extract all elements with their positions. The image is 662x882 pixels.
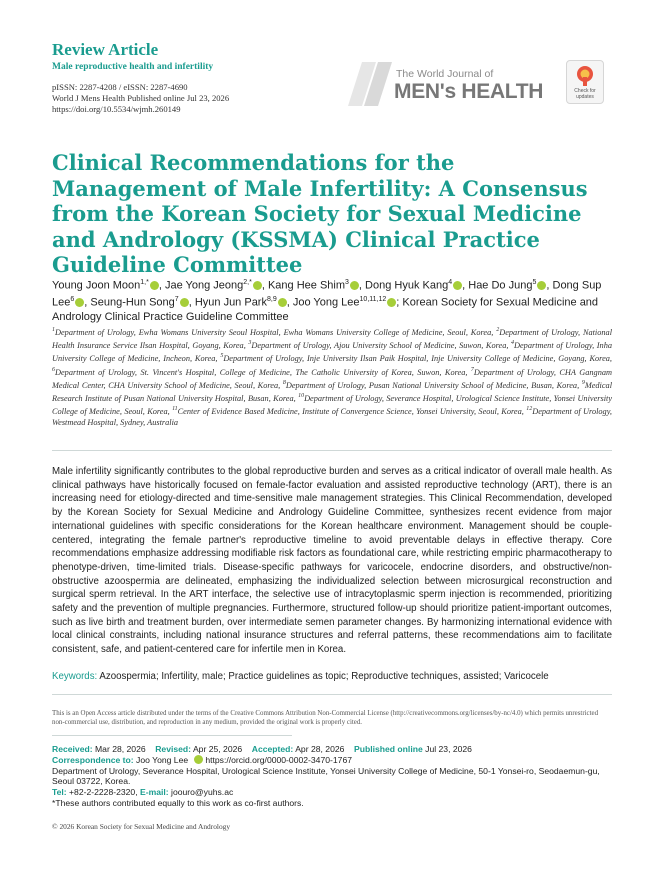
journal-name-small: The World Journal of	[396, 68, 494, 80]
affiliation-text: Department of Urology, Inje University Ilsan Paik Hospital, Inje University College of Medicine, Goyang, Korea,	[223, 354, 613, 364]
correspondence-address: Department of Urology, Severance Hospital, Urological Science Institute, Yonsei University College of Medicine, 50-1 Yonsei-ro, Seodaemun-gu, Seoul 03722, Korea.	[52, 765, 600, 787]
keywords-label: Keywords:	[52, 671, 98, 682]
affiliation-text: Department of Urology, Pusan National University School of Medicine, Busan, Korea,	[285, 380, 582, 390]
affiliation-sup: 5	[220, 353, 224, 360]
orcid-icon[interactable]	[453, 281, 462, 290]
author-affiliation-sup: 7	[174, 295, 179, 303]
orcid-icon[interactable]	[180, 298, 189, 307]
author-name: Seung-Hun Song	[90, 296, 175, 309]
author-name: Dong Hyuk Kang	[365, 279, 449, 292]
co-first-author-note: *These authors contributed equally to this work as co-first authors.	[52, 797, 304, 808]
affiliation-sup: 3	[248, 340, 252, 347]
author-name: Jae Yong Jeong	[164, 279, 244, 292]
article-dates	[52, 744, 612, 755]
author-name: Young Joon Moon	[52, 279, 141, 292]
article-type: Review Article	[52, 40, 159, 59]
check-for-updates-badge[interactable]	[566, 60, 604, 104]
email-link[interactable]: joouro@yuhs.ac	[171, 787, 234, 798]
correspondence-label: Correspondence to:	[52, 754, 134, 765]
published-online: World J Mens Health Published online Jul 23, 2026	[52, 92, 230, 103]
orcid-icon[interactable]	[350, 281, 359, 290]
accepted-date: Apr 28, 2026	[295, 744, 345, 754]
publication-info	[52, 82, 229, 114]
divider-top	[52, 450, 612, 451]
license-notice: This is an Open Access article distributed under the terms of the Creative Commons Attribution Non-Commercial License (http://creativecommons.org/licenses/by-nc/4.0) which permits unrestricted non-commercial use, distribution, and reproduction in any medium, provided the original work is properly cited.	[52, 710, 599, 726]
published-online-date: Jul 23, 2026	[425, 744, 472, 754]
affiliation-text: Department of Urology, St. Vincent's Hospital, College of Medicine, The Catholic University of Korea, Suwon, Korea,	[55, 367, 471, 377]
journal-logo-mark-icon	[348, 62, 394, 106]
affiliation-text: Department of Urology, Ajou University School of Medicine, Suwon, Korea,	[251, 340, 511, 350]
author-name: Hyun Jun Park	[194, 296, 267, 309]
divider-middle	[52, 694, 612, 695]
received-date: Mar 28, 2026	[95, 744, 146, 754]
check-for-updates-label: Check for updates	[574, 88, 596, 100]
keywords-text: Azoospermia; Infertility, male; Practice guidelines as topic; Reproductive techniques, assisted; Varicocele	[99, 671, 549, 682]
correspondence-name: Joo Yong Lee	[136, 754, 189, 765]
affiliation-sup: 4	[511, 340, 514, 347]
author-name: Kang Hee Shim	[267, 279, 346, 292]
orcid-icon[interactable]	[75, 298, 84, 307]
affiliation-sup: 6	[52, 366, 55, 373]
article-title: Clinical Recommendations for the Management of Male Infertility: A Consensus from the Korean Society for Sexual Medicine and Andrology (KSSMA) Clinical Practice Guideline Committee	[52, 150, 588, 277]
author-affiliation-sup: 4	[448, 279, 453, 286]
orcid-icon[interactable]	[253, 281, 262, 290]
published-online-label: Published online	[353, 744, 423, 754]
journal-logo	[348, 62, 556, 106]
correspondence	[52, 755, 612, 766]
orcid-icon[interactable]	[387, 298, 396, 307]
author-list: Young Joon Moon$^{1,*}$ , Jae Yong Jeong$^{2,*}$ , Kang Hee Shim$^3$ , Dong Hyuk Kang$^4$ , Hae Do Jung$^5$ , Dong Sup Lee$^6$ , Seung-Hun Song$^7$ , Hyun Jun Park$^{8,9}$ , Joo Yong Lee$^{10,11,12}$ ; Korean Society for Sexual Medicine and Andrology Clinical Practice Guideline Committee	[52, 279, 602, 323]
affiliation-text: Department of Urology, National Health Insurance Service Ilsan Hospital, Goyang, Korea,	[52, 327, 612, 350]
article-dates-correspondence	[52, 744, 612, 809]
bookmark-icon	[576, 65, 594, 87]
affiliation-text: Medical Research Institute of Pusan National University Hospital, Busan, Korea,	[52, 380, 612, 403]
author-affiliation-sup: 3	[345, 279, 349, 286]
orcid-icon[interactable]	[194, 755, 203, 764]
author-affiliation-sup: 1,*	[140, 279, 149, 286]
abstract: Male infertility significantly contributes to the global reproductive burden and serves as a critical indicator of overall male health. As clinical pathways have historically focused on female-factor evaluation and assisted reproductive technology (ART), there is an increasing need for etiology-directed and time-sensitive male management strategies. This Clinical Recommendation, developed by the Korean Society for Sexual Medicine and Andrology Guideline Committee, synthesizes recent evidence from major international guidelines with specific considerations for the Korean healthcare environment. Management should be couple-centered, integrating the female partner's reproductive timeline to avoid preventable delays in effective therapy. Core recommendations emphasize addressing modifiable risk factors as foundational care, while restricting empiric pharmacotherapy to phenotype-driven, time-limited trials. Disease-specific pathways for varicocele, endocrine disorders, and obstructive/non-obstructive azoospermia are delineated, emphasizing the individualized selection between microsurgical reconstruction and surgical sperm retrieval. In the ART interface, the selective use of intracytoplasmic sperm injection is recommended, prioritizing safety and the prevention of multiple pregnancies. Furthermore, structured follow-up should prioritize patient-important outcomes, such as live birth and treatment burden, over intermediate semen parameter changes. By harmonizing international evidence with local clinical constraints, including national insurance structures and referral patterns, these recommendations aim to facilitate consistent, safe, and patient-centered care for infertile men in Korea.	[52, 466, 612, 656]
author-group: ; Korean Society for Sexual Medicine and Andrology Clinical Practice Guideline Committee	[52, 296, 599, 323]
author-name: Dong Sup Lee	[52, 279, 602, 309]
affiliation-text: Department of Urology, Ewha Womans University Seoul Hospital, Ewha Womans University College of Medicine, Seoul, Korea,	[55, 327, 497, 337]
author-name: Hae Do Jung	[468, 279, 533, 292]
author-affiliation-sup: 2,*	[243, 279, 252, 286]
affiliation-sup: 10	[298, 392, 305, 399]
affiliation-text: Department of Urology, Westmead Hospital, Sydney, Australia	[52, 406, 612, 428]
author-affiliation-sup: 8,9	[266, 295, 277, 303]
contact-info: Tel: +82-2-2228-2320, E-mail: joouro@yuhs.ac	[52, 787, 234, 798]
affiliation-text: Department of Urology, Inha University College of Medicine, Incheon, Korea,	[52, 340, 613, 364]
author-affiliation-sup: 5	[532, 279, 537, 286]
affiliation-sup: 9	[581, 379, 585, 386]
author-affiliation-sup: 10,11,12	[359, 295, 387, 303]
affiliation-text: Center of Evidence Based Medicine, Institute of Convergence Science, Yonsei University, Seoul, Korea,	[177, 406, 527, 416]
affiliation-sup: 1	[52, 327, 55, 333]
affiliation-sup: 12	[526, 406, 533, 413]
orcid-icon[interactable]	[537, 281, 546, 290]
tel-value: +82-2-2228-2320	[69, 787, 136, 798]
affiliation-text: Department of Urology, Severance Hospital, Urological Science Institute, Yonsei University College of Medicine, Seoul, Korea,	[52, 393, 613, 416]
author-affiliation-sup: 6	[70, 295, 75, 303]
orcid-link[interactable]: https://orcid.org/0000-0002-3470-1767	[205, 754, 353, 765]
orcid-icon[interactable]	[278, 298, 287, 307]
orcid-icon[interactable]	[150, 281, 159, 290]
journal-name-big: MEN's HEALTH	[394, 80, 544, 103]
tel-label: Tel:	[52, 787, 67, 798]
revised-date: Apr 25, 2026	[192, 744, 243, 754]
keywords	[52, 671, 612, 682]
subject-category: Male reproductive health and infertility	[52, 62, 214, 72]
author-name: Joo Yong Lee	[292, 296, 360, 309]
affiliation-text: Department of Urology, CHA Gangnam Medical Center, CHA University School of Medicine, Seoul, Korea,	[52, 367, 612, 390]
issn: pISSN: 2287-4208 / eISSN: 2287-4690	[52, 82, 188, 92]
received-label: Received:	[52, 744, 93, 754]
affiliation-sup: 8	[282, 379, 286, 386]
copyright: © 2026 Korean Society for Sexual Medicine and Andrology	[52, 822, 231, 831]
doi-link[interactable]: https://doi.org/10.5534/wjmh.260149	[52, 103, 181, 114]
affiliation-sup: 2	[496, 327, 500, 333]
revised-label: Revised:	[155, 744, 192, 754]
affiliations	[52, 325, 612, 429]
affiliation-sup: 11	[172, 406, 178, 413]
email-label: E-mail:	[140, 787, 169, 798]
accepted-label: Accepted:	[251, 744, 294, 754]
divider-bottom	[52, 735, 292, 736]
affiliation-sup: 7	[470, 366, 474, 373]
